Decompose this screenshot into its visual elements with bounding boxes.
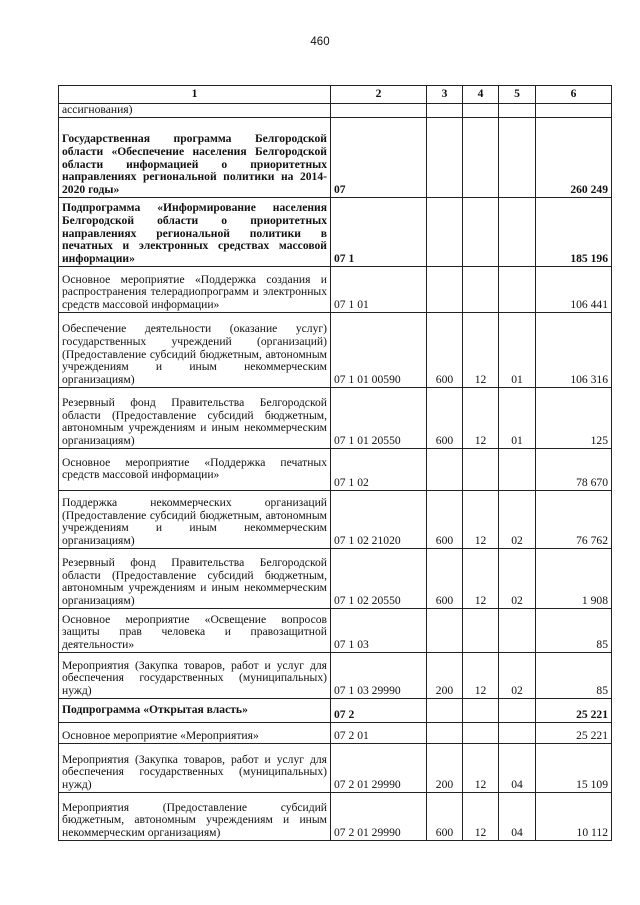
row-code-cell: 07 2 01 29990 — [331, 743, 427, 792]
row-section-cell — [463, 197, 499, 266]
row-name-cell: Государственная программа Белгородской области «Обеспечение населения Белгородской области информацией о приоритетных направлениях региональной политики на 2014-2020 годы» — [59, 117, 331, 197]
row-subsection-cell — [499, 117, 536, 197]
column-header: 3 — [427, 86, 463, 104]
row-subsection-cell — [499, 608, 536, 652]
row-subsection-cell — [499, 266, 536, 312]
row-subsection-cell: 02 — [499, 652, 536, 698]
table-row — [59, 792, 612, 840]
row-subsection-cell — [499, 197, 536, 266]
table-row — [59, 698, 612, 722]
row-name-cell: Подпрограмма «Информирование населения Белгородской области о приоритетных направлениях региональной политики в печатных и электронных средствах массовой информации» — [59, 197, 331, 266]
row-amount-cell: 125 — [536, 387, 612, 448]
row-subsection-cell: 02 — [499, 490, 536, 548]
table-row — [59, 117, 612, 197]
row-name-cell: Резервный фонд Правительства Белгородской области (Предоставление субсидий бюджетным, автономным учреждениям и иным некоммерческим организациям) — [59, 387, 331, 448]
table-row — [59, 104, 612, 118]
column-header: 2 — [331, 86, 427, 104]
row-section-cell: 12 — [463, 490, 499, 548]
row-subsection-cell: 01 — [499, 387, 536, 448]
row-subsection-cell — [499, 104, 536, 118]
row-expense-type-cell: 600 — [427, 312, 463, 387]
row-subsection-cell: 04 — [499, 743, 536, 792]
row-expense-type-cell: 600 — [427, 387, 463, 448]
row-section-cell — [463, 117, 499, 197]
row-subsection-cell: 04 — [499, 792, 536, 840]
table-row — [59, 722, 612, 743]
row-expense-type-cell — [427, 197, 463, 266]
row-section-cell — [463, 104, 499, 118]
row-expense-type-cell — [427, 266, 463, 312]
row-subsection-cell — [499, 698, 536, 722]
row-name-cell: Основное мероприятие «Освещение вопросов защиты прав человека и правозащитной деятельности» — [59, 608, 331, 652]
row-name-cell: Мероприятия (Закупка товаров, работ и услуг для обеспечения государственных (муниципальных) нужд) — [59, 652, 331, 698]
row-expense-type-cell — [427, 104, 463, 118]
table-row — [59, 197, 612, 266]
row-expense-type-cell — [427, 698, 463, 722]
row-expense-type-cell — [427, 608, 463, 652]
row-amount-cell: 185 196 — [536, 197, 612, 266]
row-expense-type-cell — [427, 722, 463, 743]
row-section-cell — [463, 448, 499, 490]
row-amount-cell: 85 — [536, 652, 612, 698]
row-amount-cell: 1 908 — [536, 548, 612, 608]
row-code-cell: 07 2 01 — [331, 722, 427, 743]
table-row — [59, 652, 612, 698]
row-section-cell: 12 — [463, 792, 499, 840]
row-subsection-cell: 02 — [499, 548, 536, 608]
row-code-cell: 07 2 01 29990 — [331, 792, 427, 840]
row-amount-cell: 260 249 — [536, 117, 612, 197]
row-code-cell — [331, 104, 427, 118]
row-amount-cell — [536, 104, 612, 118]
table-row — [59, 266, 612, 312]
row-expense-type-cell: 200 — [427, 652, 463, 698]
column-header: 6 — [536, 86, 612, 104]
row-expense-type-cell: 600 — [427, 792, 463, 840]
row-amount-cell: 78 670 — [536, 448, 612, 490]
row-code-cell: 07 1 01 — [331, 266, 427, 312]
row-subsection-cell — [499, 448, 536, 490]
table-row — [59, 312, 612, 387]
table-row — [59, 608, 612, 652]
row-amount-cell: 106 441 — [536, 266, 612, 312]
column-header: 4 — [463, 86, 499, 104]
row-section-cell — [463, 266, 499, 312]
row-name-cell: ассигнования) — [59, 104, 331, 118]
row-amount-cell: 15 109 — [536, 743, 612, 792]
row-code-cell: 07 1 — [331, 197, 427, 266]
row-section-cell: 12 — [463, 652, 499, 698]
table-row — [59, 448, 612, 490]
row-code-cell: 07 1 03 — [331, 608, 427, 652]
row-code-cell: 07 2 — [331, 698, 427, 722]
row-code-cell: 07 1 03 29990 — [331, 652, 427, 698]
row-section-cell — [463, 698, 499, 722]
row-amount-cell: 10 112 — [536, 792, 612, 840]
column-header: 1 — [59, 86, 331, 104]
row-code-cell: 07 1 01 00590 — [331, 312, 427, 387]
row-section-cell: 12 — [463, 548, 499, 608]
row-expense-type-cell — [427, 117, 463, 197]
page-number: 460 — [310, 36, 330, 48]
row-name-cell: Основное мероприятие «Поддержка создания и распространения телерадиопрограмм и электронных средств массовой информации» — [59, 266, 331, 312]
row-code-cell: 07 1 02 — [331, 448, 427, 490]
row-expense-type-cell: 200 — [427, 743, 463, 792]
row-name-cell: Поддержка некоммерческих организаций (Предоставление субсидий бюджетным, автономным учреждениям и иным некоммерческим организациям) — [59, 490, 331, 548]
row-name-cell: Мероприятия (Закупка товаров, работ и услуг для обеспечения государственных (муниципальных) нужд) — [59, 743, 331, 792]
row-expense-type-cell — [427, 448, 463, 490]
table-header-row — [59, 86, 612, 104]
row-section-cell — [463, 722, 499, 743]
row-name-cell: Подпрограмма «Открытая власть» — [59, 698, 331, 722]
row-code-cell: 07 1 01 20550 — [331, 387, 427, 448]
budget-table — [58, 85, 612, 841]
row-section-cell: 12 — [463, 312, 499, 387]
row-amount-cell: 25 221 — [536, 698, 612, 722]
row-code-cell: 07 1 02 21020 — [331, 490, 427, 548]
table-body — [59, 104, 612, 841]
table-row — [59, 743, 612, 792]
row-amount-cell: 25 221 — [536, 722, 612, 743]
table-row — [59, 548, 612, 608]
row-name-cell: Обеспечение деятельности (оказание услуг) государственных учреждений (организаций) (Предоставление субсидий бюджетным, автономным учреждениям и иным некоммерческим организациям) — [59, 312, 331, 387]
row-amount-cell: 85 — [536, 608, 612, 652]
row-section-cell: 12 — [463, 743, 499, 792]
row-subsection-cell — [499, 722, 536, 743]
table-row — [59, 490, 612, 548]
row-name-cell: Резервный фонд Правительства Белгородской области (Предоставление субсидий бюджетным, автономным учреждениям и иным некоммерческим организациям) — [59, 548, 331, 608]
row-code-cell: 07 — [331, 117, 427, 197]
row-expense-type-cell: 600 — [427, 490, 463, 548]
row-section-cell — [463, 608, 499, 652]
row-name-cell: Основное мероприятие «Мероприятия» — [59, 722, 331, 743]
row-name-cell: Основное мероприятие «Поддержка печатных средств массовой информации» — [59, 448, 331, 490]
row-amount-cell: 106 316 — [536, 312, 612, 387]
row-expense-type-cell: 600 — [427, 548, 463, 608]
table-row — [59, 387, 612, 448]
column-header: 5 — [499, 86, 536, 104]
row-code-cell: 07 1 02 20550 — [331, 548, 427, 608]
row-subsection-cell: 01 — [499, 312, 536, 387]
row-name-cell: Мероприятия (Предоставление субсидий бюджетным, автономным учреждениям и иным некоммерческим организациям) — [59, 792, 331, 840]
row-section-cell: 12 — [463, 387, 499, 448]
row-amount-cell: 76 762 — [536, 490, 612, 548]
